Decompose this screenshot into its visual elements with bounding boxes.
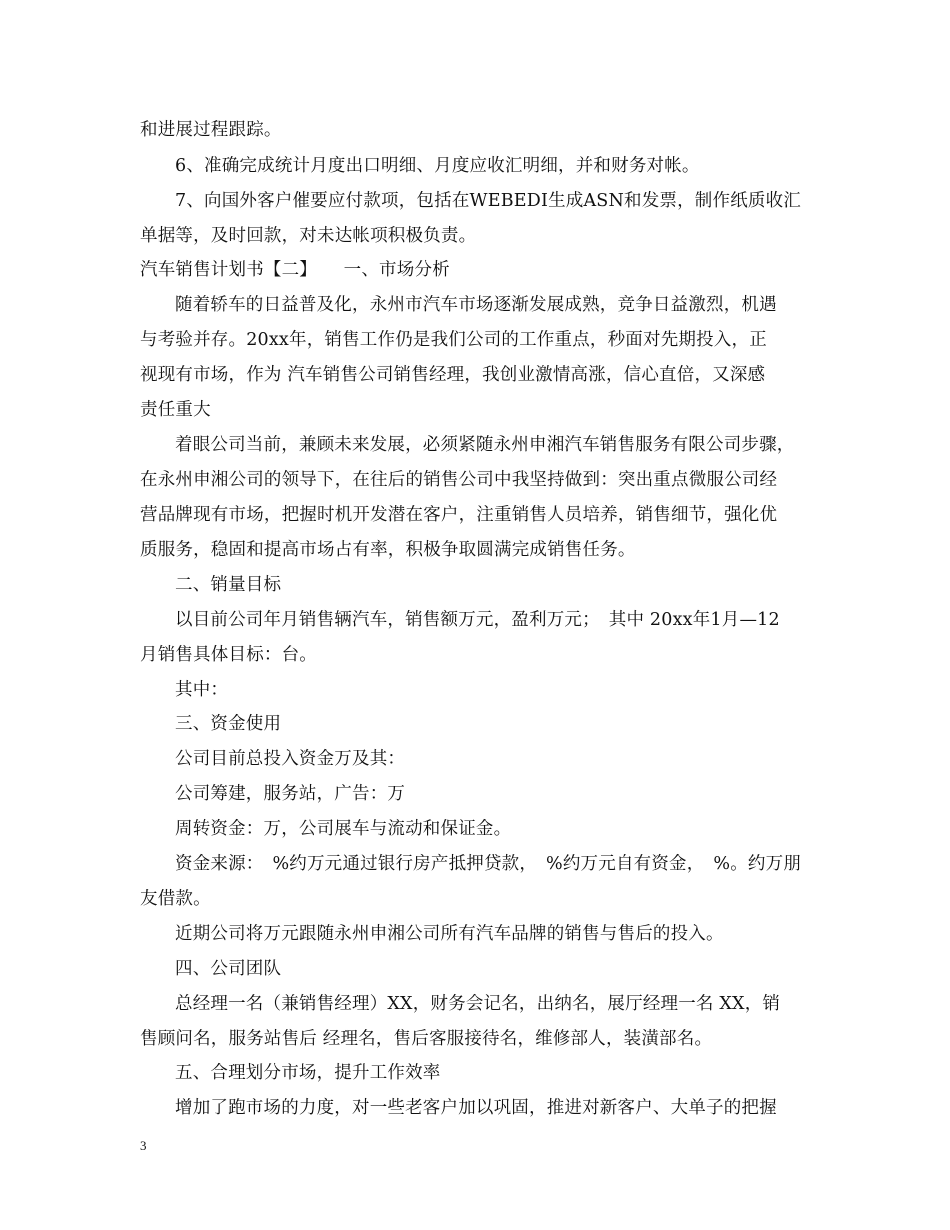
text-line: 单据等，及时回款，对未达帐项积极负责。 (140, 226, 477, 246)
text-line: 总经理一名（兼销售经理）XX，财务会记名，出纳名，展厅经理一名 XX，销 (175, 994, 781, 1014)
text-line: 增加了跑市场的力度，对一些老客户加以巩固，推进对新客户、大单子的把握 (175, 1098, 777, 1118)
text-line: 和进展过程跟踪。 (140, 120, 282, 140)
text-line: 7、向国外客户催要应付款项，包括在WEBEDI生成ASN和发票，制作纸质收汇 (175, 191, 802, 211)
section-heading: 汽车销售计划书【二】 一、市场分析 (140, 260, 450, 280)
text-line: 售顾问名，服务站售后 经理名，售后客服接待名，维修部人，装潢部名。 (140, 1029, 713, 1049)
text-line: 近期公司将万元跟随永州申湘公司所有汽车品牌的销售与售后的投入。 (175, 924, 724, 944)
text-line: 随着轿车的日益普及化，永州市汽车市场逐渐发展成熟，竞争日益激烈，机遇 (175, 295, 777, 315)
text-line: 营品牌现有市场，把握时机开发潜在客户，注重销售人员培养，销售细节，强化优 (140, 505, 778, 525)
text-line: 在永州申湘公司的领导下，在往后的销售公司中我坚持做到：突出重点微服公司经 (140, 470, 778, 490)
text-line: 公司筹建，服务站，广告：万 (175, 784, 406, 804)
text-line: 其中： (175, 680, 229, 700)
text-line: 月销售具体目标：台。 (140, 645, 317, 665)
text-line: 公司目前总投入资金万及其： (175, 749, 406, 769)
page-number: 3 (140, 1138, 147, 1153)
text-line: 与考验并存。20xx年，销售工作仍是我们公司的工作重点，秒面对先期投入，正 (140, 330, 767, 350)
text-line: 视现有市场，作为 汽车销售公司销售经理，我创业激情高涨，信心直倍，又深感 (140, 365, 766, 385)
text-line: 友借款。 (140, 889, 211, 909)
text-line: 资金来源： %约万元通过银行房产抵押贷款， %约万元自有资金， %。约万朋 (175, 854, 802, 874)
text-line: 以目前公司年月销售辆汽车，销售额万元，盈利万元； 其中 20xx年1月—12 (175, 610, 780, 630)
section-heading: 四、公司团队 (175, 959, 282, 979)
section-heading: 三、资金使用 (175, 714, 282, 734)
section-heading: 五、合理划分市场，提升工作效率 (175, 1063, 441, 1083)
text-line: 着眼公司当前，兼顾未来发展，必须紧随永州申湘汽车销售服务有限公司步骤， (175, 435, 795, 455)
text-line: 周转资金：万，公司展车与流动和保证金。 (175, 819, 512, 839)
text-line: 责任重大 (140, 400, 211, 420)
text-line: 质服务，稳固和提高市场占有率，积极争取圆满完成销售任务。 (140, 540, 636, 560)
section-heading: 二、销量目标 (175, 575, 282, 595)
text-line: 6、准确完成统计月度出口明细、月度应收汇明细，并和财务对帐。 (175, 156, 700, 176)
